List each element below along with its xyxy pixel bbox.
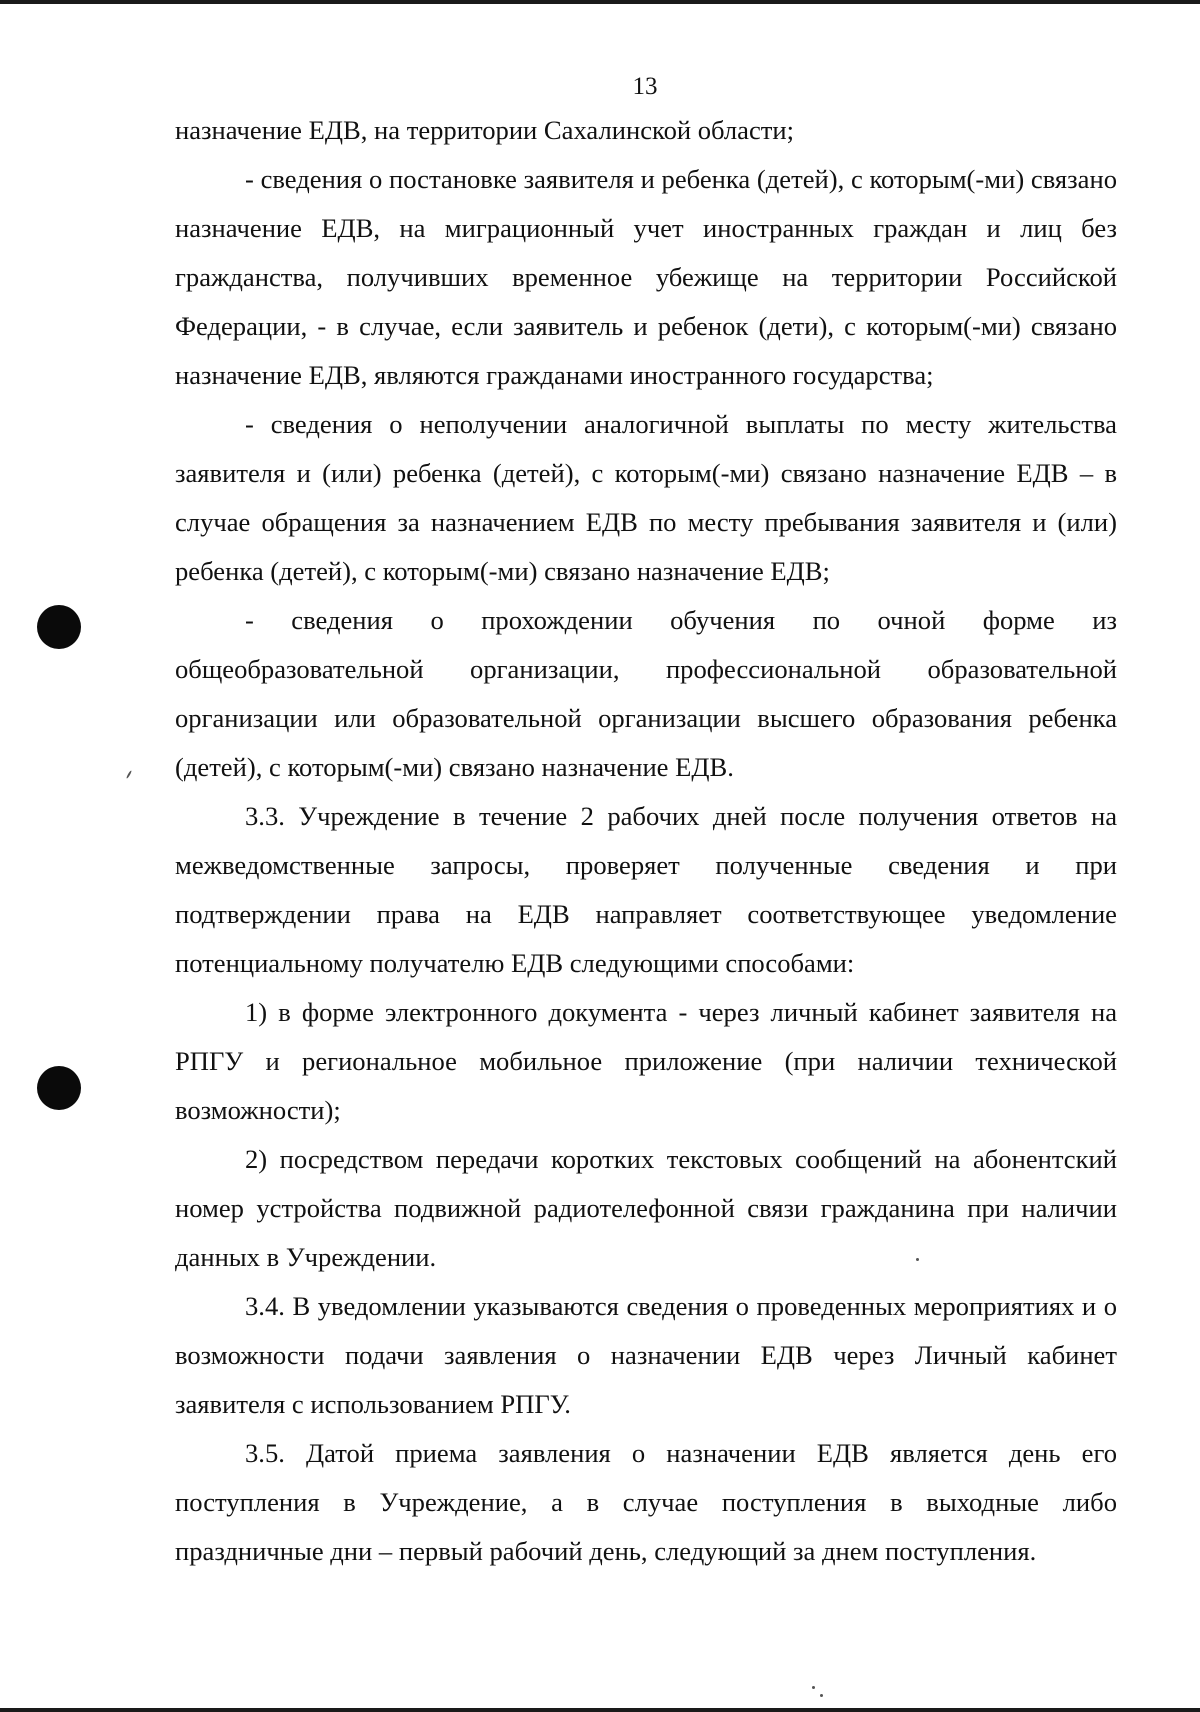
paragraph: 3.3. Учреждение в течение 2 рабочих дней после получения ответов на межведомственные запросы, проверяет полученные сведения и при подтверждении права на ЕДВ направляет соответствующее уведомление потенциальному получателю ЕДВ следующими способами: xyxy=(175,801,1117,978)
document-body xyxy=(175,106,1117,1576)
punch-hole xyxy=(37,1066,81,1110)
page-number: 13 xyxy=(632,73,658,100)
paragraph: - сведения о неполучении аналогичной выплаты по месту жительства заявителя и (или) ребенка (детей), с которым(-ми) связано назначение ЕДВ – в случае обращения за назначением ЕДВ по месту пребывания заявителя и (или) ребенка (детей), с которым(-ми) связано назначение ЕДВ; xyxy=(175,409,1117,586)
scan-edge-top xyxy=(0,0,1200,4)
paragraph: 3.4. В уведомлении указываются сведения о проведенных мероприятиях и о возможности подачи заявления о назначении ЕДВ через Личный кабинет заявителя с использованием РПГУ. xyxy=(175,1291,1117,1419)
scan-speck xyxy=(812,1686,815,1689)
scan-speck xyxy=(820,1694,823,1697)
paragraph: - сведения о прохождении обучения по очной форме из общеобразовательной организации, профессиональной образовательной организации или образовательной организации высшего образования ребенка (детей), с которым(-ми) связано назначение ЕДВ. xyxy=(175,605,1117,782)
paragraph: 2) посредством передачи коротких текстовых сообщений на абонентский номер устройства подвижной радиотелефонной связи гражданина при наличии данных в Учреждении. xyxy=(175,1144,1117,1272)
scan-edge-bottom xyxy=(0,1708,1200,1712)
paragraph: - сведения о постановке заявителя и ребенка (детей), с которым(-ми) связано назначение ЕДВ, на миграционный учет иностранных граждан и лиц без гражданства, получивших временное убежище на территории Российской Федерации, - в случае, если заявитель и ребенок (дети), с которым(-ми) связано назначение ЕДВ, являются гражданами иностранного государства; xyxy=(175,164,1117,390)
scan-speck xyxy=(126,770,132,779)
paragraph: назначение ЕДВ, на территории Сахалинской области; xyxy=(175,115,795,145)
paragraph: 3.5. Датой приема заявления о назначении ЕДВ является день его поступления в Учреждение, а в случае поступления в выходные либо праздничные дни – первый рабочий день, следующий за днем поступления. xyxy=(175,1438,1117,1566)
paragraph: 1) в форме электронного документа - через личный кабинет заявителя на РПГУ и региональное мобильное приложение (при наличии технической возможности); xyxy=(175,997,1117,1125)
punch-hole xyxy=(37,605,81,649)
